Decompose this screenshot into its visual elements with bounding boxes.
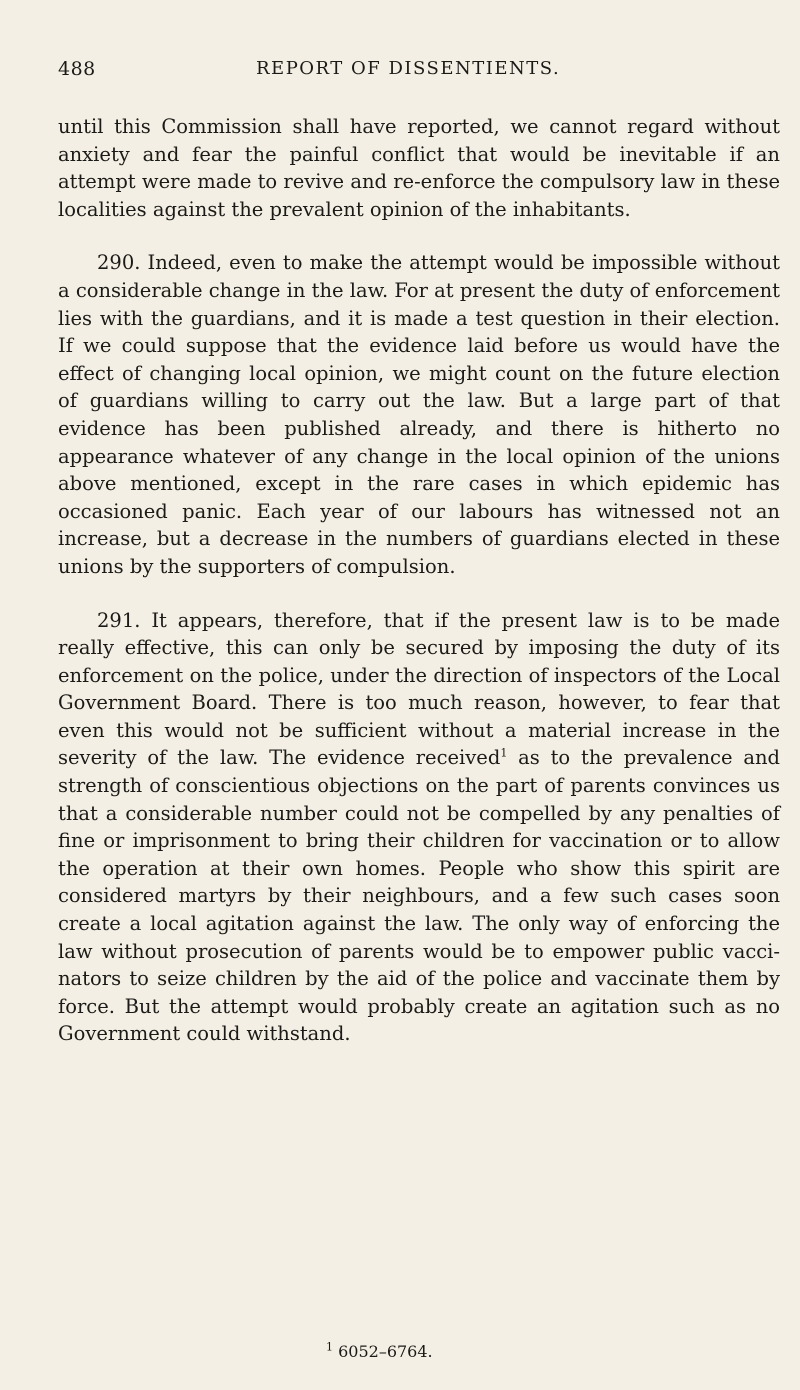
footnote [326,1342,433,1361]
paragraph-290: 290. Indeed, even to make the attempt would be impossible without a considerable change in the law. For at present the duty of enforcement lies with the guardians, and it is made a test question in their election. If we could suppose that the evidence laid before us would have the effect of changing local opinion, we might count on the future election of guardians willing to carry out the law. But a large part of that evidence has been published already, and there is hitherto no appearance whatever of any change in the local opinion of the unions above mentioned, except in the rare cases in which epidemic has occasioned panic. Each year of our labours has witnessed not an increase, but a decrease in the numbers of guardians elected in these unions by the supporters of compulsion. [58,251,780,578]
page-number: 488 [58,58,96,80]
footnote-reference: 1 [500,746,508,760]
page-header [58,58,780,88]
body-text [58,113,780,1074]
paragraph-291-part-2: as to the prevalence and strength of conscientious objections on the part of parents convinces us that a considerable number could not be compelled by any penalties of fine or imprisonment to bring their children for vaccination or to allow the operation at their own homes. People who show this spirit are considered martyrs by their neighbours, and a few such cases soon create a local agitation against the law. The only way of enforcing the law without prosecution of parents would be to empower public vacci-nators to seize children by the aid of the police and vaccinate them by force. But the attempt would probably create an agitation such as no Government could withstand. [58,746,781,1046]
paragraph-continuation: until this Commission shall have reported, we cannot regard without anxiety and fear the painful conflict that would be inevitable if an attempt were made to revive and re-enforce the compulsory law in these localities against the prevalent opinion of the inhabitants. [58,115,780,221]
paragraph-291-part-1: 291. It appears, therefore, that if the present law is to be made really effective, this can only be secured by imposing the duty of its enforcement on the police, under the direction of inspectors of the Local Government Board. There is too much reason, however, to fear that even this would not be sufficient without a material increase in the severity of the law. The evidence received [58,608,780,770]
paragraph-291 [58,607,780,1049]
footnote-text: 6052–6764. [338,1342,433,1361]
running-title: REPORT OF DISSENTIENTS. [256,58,561,79]
footnote-mark: 1 [326,1340,333,1354]
